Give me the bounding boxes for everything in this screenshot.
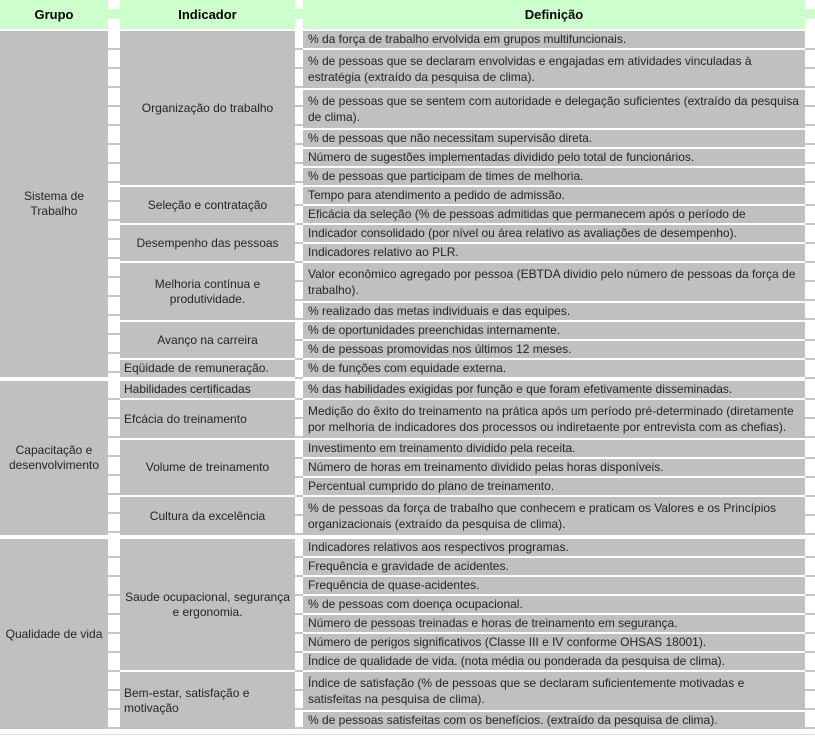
indicator-row [120, 400, 815, 440]
column-gutter [295, 497, 303, 537]
column-gutter [108, 31, 120, 379]
column-gutter [805, 0, 815, 29]
indicator-row [120, 263, 815, 322]
indicator-stack [120, 539, 815, 731]
group-band-qualidade-de-vida [0, 539, 815, 731]
bottom-divider [0, 734, 815, 735]
indicator-row [120, 31, 815, 187]
definition-cell: % de pessoas promovidas nos últimos 12 meses. [303, 341, 805, 358]
definition-cell: % de pessoas que se sentem com autoridade e delegação suficientes (extraído da pesquisa de clima). [303, 90, 805, 128]
column-gutter [295, 0, 303, 29]
definition-cell: Número de pessoas treinadas e horas de treinamento em segurança. [303, 615, 805, 632]
definition-cell: % de oportunidades preenchidas internamente. [303, 322, 805, 339]
indicator-stack [120, 381, 815, 537]
column-gutter [295, 539, 303, 672]
column-gutter [805, 672, 815, 731]
indicator-cell: Cultura da excelência [120, 497, 295, 535]
definition-cell: Tempo para atendimento a pedido de admissão. [303, 187, 805, 204]
indicator-cell: Bem-estar, satisfação e motivação [120, 672, 295, 729]
definitions-column [303, 440, 805, 497]
table-header-row [0, 0, 815, 29]
definitions-column [303, 400, 805, 440]
column-gutter [295, 381, 303, 400]
indicator-row [120, 440, 815, 497]
definition-cell: Investimento em treinamento dividido pela receita. [303, 440, 805, 457]
definitions-column [303, 672, 805, 731]
column-gutter [805, 440, 815, 497]
indicator-cell: Volume de treinamento [120, 440, 295, 495]
definition-cell: % de pessoas da força de trabalho que conhecem e praticam os Valores e os Princípios organizacionais (extraído da pesquisa de clima). [303, 497, 805, 535]
definitions-column [303, 263, 805, 322]
column-gutter [295, 440, 303, 497]
definition-cell: Percentual cumprido do plano de treinamento. [303, 478, 805, 495]
indicator-row [120, 360, 815, 379]
definitions-column [303, 360, 805, 379]
definitions-column [303, 381, 805, 400]
indicator-cell: Saude ocupacional, segurança e ergonomia. [120, 539, 295, 670]
definitions-column [303, 225, 805, 263]
definitions-column [303, 187, 805, 225]
definition-cell: Frequência de quase-acidentes. [303, 577, 805, 594]
column-gutter [295, 360, 303, 379]
group-cell: Capacitação e desenvolvimento [0, 381, 108, 535]
indicator-row [120, 187, 815, 225]
definition-cell: Indicador consolidado (por nível ou área relativo as avaliações de desempenho). [303, 225, 805, 242]
indicator-row [120, 322, 815, 360]
indicator-cell: Organização do trabalho [120, 31, 295, 185]
column-gutter [295, 187, 303, 225]
column-header-definicao: Definição [303, 0, 805, 29]
definition-cell: Valor econômico agregado por pessoa (EBTDA dividio pelo número de pessoas da força de trabalho). [303, 263, 805, 301]
group-cell: Qualidade de vida [0, 539, 108, 729]
definitions-column [303, 539, 805, 672]
definition-cell: % da força de trabalho ervolvida em grupos multifuncionais. [303, 31, 805, 48]
definition-cell: % realizado das metas individuais e das equipes. [303, 303, 805, 320]
definitions-column [303, 497, 805, 537]
indicator-stack [120, 31, 815, 379]
column-gutter [295, 400, 303, 440]
column-gutter [805, 497, 815, 537]
definition-cell: % de pessoas que participam de times de melhoria. [303, 168, 805, 185]
definition-cell: % de funções com equidade externa. [303, 360, 805, 377]
definition-cell: Frequência e gravidade de acidentes. [303, 558, 805, 575]
definition-cell: % de pessoas que se declaram envolvidas e engajadas em atividades vinculadas à estratégia (extraído da pesquisa de clima). [303, 50, 805, 88]
column-gutter [805, 31, 815, 187]
definition-cell: Número de perigos significativos (Classe III e IV conforme OHSAS 18001). [303, 634, 805, 651]
definition-cell: Eficácia da seleção (% de pessoas admitidas que permanecem após o período de [303, 206, 805, 223]
indicator-cell: Melhoria contínua e produtividade. [120, 263, 295, 320]
indicator-cell: Efcácia do treinamento [120, 400, 295, 438]
group-band-capacitacao-e-desenvolvimento [0, 381, 815, 537]
indicator-row [120, 225, 815, 263]
column-gutter [108, 381, 120, 537]
definition-cell: % de pessoas satisfeitas com os benefícios. (extraído da pesquisa de clima). [303, 712, 805, 729]
column-gutter [108, 539, 120, 731]
definition-cell: % das habilidades exigidas por função e que foram efetivamente disseminadas. [303, 381, 805, 398]
definition-cell: Número de horas em treinamento dividido pelas horas disponíveis. [303, 459, 805, 476]
indicator-row [120, 497, 815, 537]
indicator-cell: Desempenho das pessoas [120, 225, 295, 261]
column-gutter [295, 31, 303, 187]
definition-cell: Número de sugestões implementadas dividido pelo total de funcionários. [303, 149, 805, 166]
definition-cell: % de pessoas com doença ocupacional. [303, 596, 805, 613]
column-header-grupo: Grupo [0, 0, 108, 29]
column-gutter [295, 263, 303, 322]
column-header-indicador: Indicador [120, 0, 295, 29]
indicator-cell: Habilidades certificadas [120, 381, 295, 398]
column-gutter [805, 400, 815, 440]
definitions-column [303, 31, 805, 187]
indicator-cell: Avanço na carreira [120, 322, 295, 358]
column-gutter [805, 263, 815, 322]
column-gutter [805, 225, 815, 263]
column-gutter [805, 360, 815, 379]
column-gutter [108, 0, 120, 29]
column-gutter [805, 187, 815, 225]
group-cell: Sistema de Trabalho [0, 31, 108, 377]
definitions-column [303, 322, 805, 360]
indicator-row [120, 539, 815, 672]
column-gutter [805, 381, 815, 400]
definition-cell: Índice de qualidade de vida. (nota média ou ponderada da pesquisa de clima). [303, 653, 805, 670]
definition-cell: Indicadores relativo ao PLR. [303, 244, 805, 261]
column-gutter [295, 322, 303, 360]
indicator-cell: Seleção e contratação [120, 187, 295, 223]
indicator-row [120, 381, 815, 400]
definition-cell: Medição do êxito do treinamento na prática após um período pré-determinado (diretamente por melhoria de indicadores dos processos ou indiretaente por entrevista com as chefias). [303, 400, 805, 438]
column-gutter [805, 539, 815, 672]
indicator-cell: Eqüidade de remuneração. [120, 360, 295, 377]
column-gutter [805, 322, 815, 360]
definition-cell: Índice de satisfação (% de pessoas que se declaram suficientemente motivadas e satisfeitas na pesquisa de clima). [303, 672, 805, 710]
indicator-row [120, 672, 815, 731]
definition-cell: Indicadores relativos aos respectivos programas. [303, 539, 805, 556]
definition-cell: % de pessoas que não necessitam supervisão direta. [303, 130, 805, 147]
column-gutter [295, 225, 303, 263]
group-band-sistema-de-trabalho [0, 31, 815, 379]
column-gutter [295, 672, 303, 731]
